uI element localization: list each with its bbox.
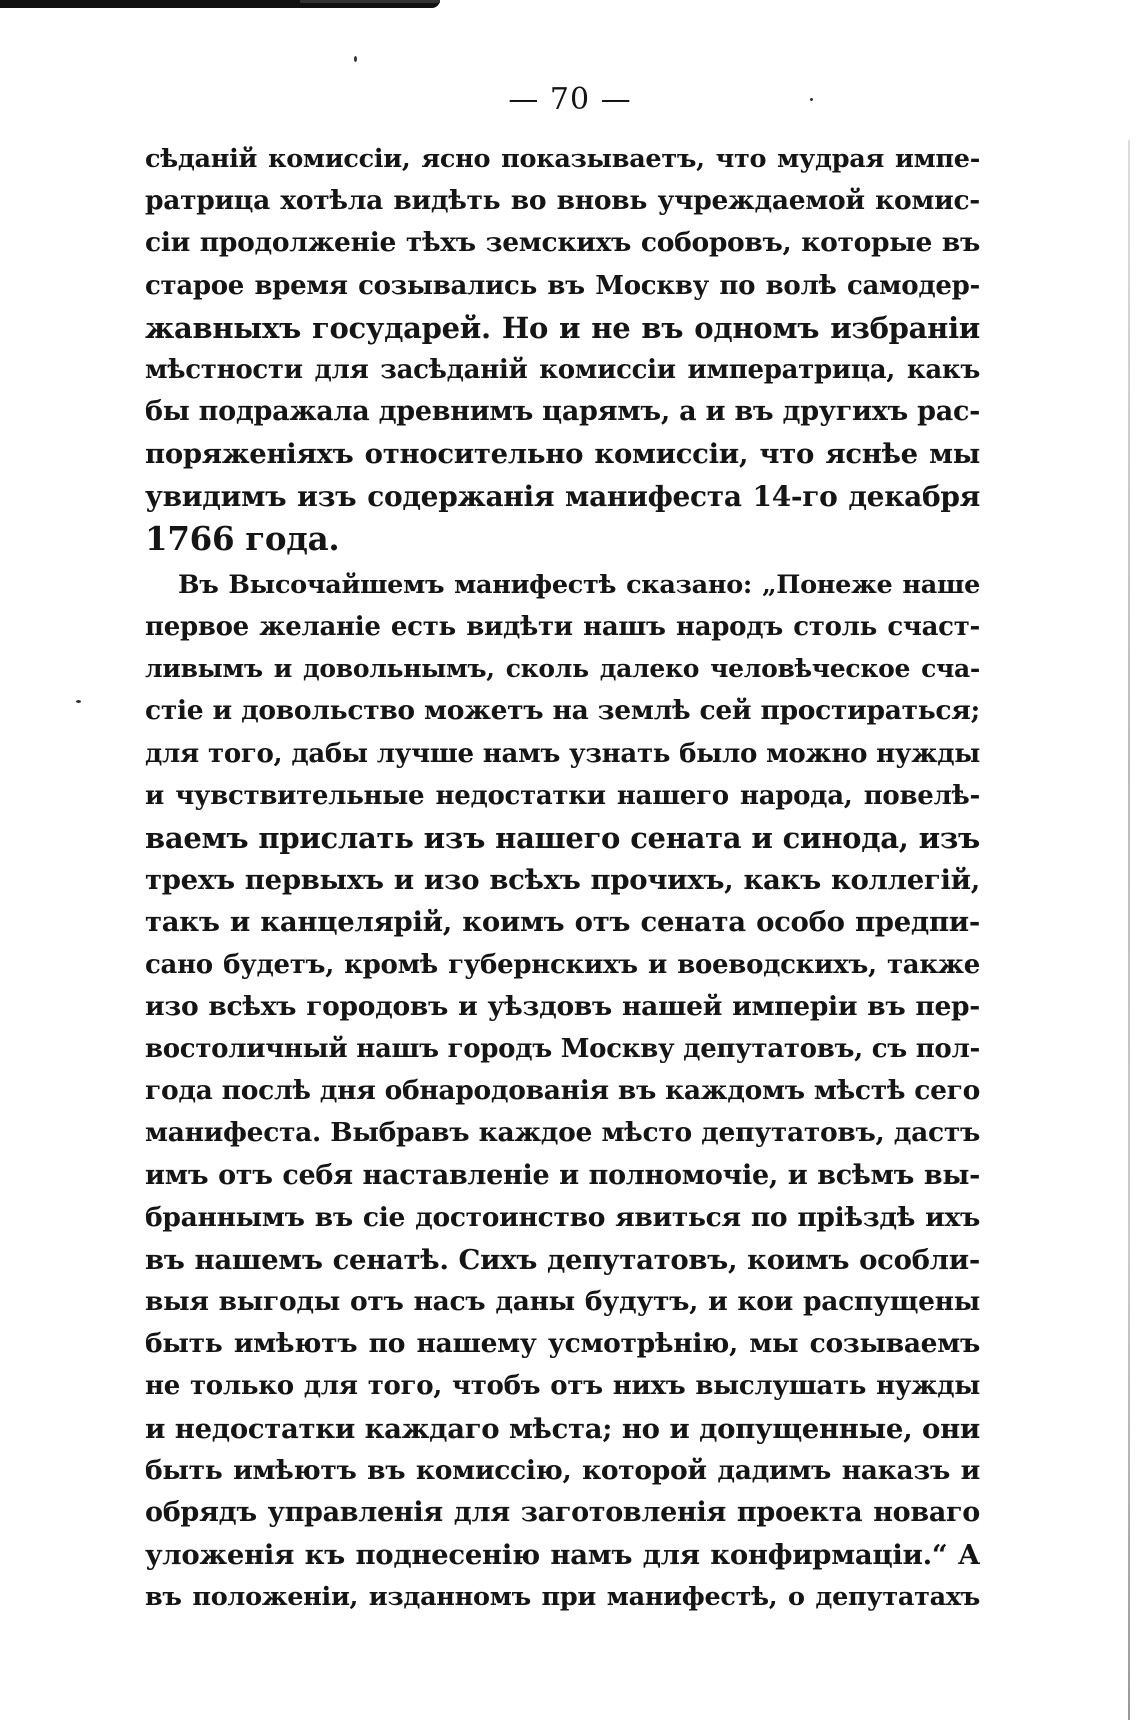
text-line: бы подражала древнимъ царямъ, а и въ другихъ рас- — [145, 396, 980, 428]
text-line: сѣданій комиссіи, ясно показываетъ, что мудрая импе- — [145, 144, 980, 174]
text-line: увидимъ изъ содержанія манифеста 14-го декабря — [145, 479, 980, 513]
text-line: первое желаніе есть видѣти нашъ народъ столь счаст- — [145, 612, 980, 643]
text-line: имъ отъ себя наставленіе и полномочіе, и всѣмъ вы- — [145, 1159, 980, 1191]
text-line: обрядъ управленія для заготовленія проекта новаго — [145, 1497, 980, 1528]
text-line: поряженіяхъ относительно комиссіи, что яснѣе мы — [145, 438, 980, 471]
text-line: стіе и довольство можетъ на землѣ сей простираться; — [145, 695, 980, 727]
text-line: манифеста. Выбравъ каждое мѣсто депутатовъ, дастъ — [145, 1117, 980, 1149]
text-line: старое время созывались въ Москву по волѣ самодер- — [145, 270, 980, 301]
text-line: быть имѣютъ по нашему усмотрѣнію, мы созываемъ — [145, 1328, 980, 1360]
text-line: года послѣ дня обнародованія въ каждомъ мѣстѣ сего — [145, 1075, 980, 1107]
text-line: быть имѣютъ въ комиссію, которой дадимъ наказъ и — [145, 1454, 980, 1486]
text-line: ливымъ и довольнымъ, сколь далеко человѣческое сча- — [145, 654, 980, 684]
scan-speck — [76, 700, 81, 703]
text-line: въ нашемъ сенатѣ. Сихъ депутатовъ, коимъ особли- — [145, 1243, 980, 1276]
text-line: и чувствительные недостатки нашего народа, повелѣ- — [145, 780, 980, 811]
text-line: 1766 года. — [145, 518, 340, 558]
text-line: браннымъ въ сіе достоинство явиться по пріѣздѣ ихъ — [145, 1201, 980, 1233]
text-line: въ положеніи, изданномъ при манифестѣ, о депутатахъ — [145, 1582, 980, 1613]
text-line: уложенія къ поднесенію намъ для конфирмаціи.“ А — [145, 1539, 980, 1572]
page-number: — 70 — — [508, 82, 632, 117]
text-line: сіи продолженіе тѣхъ земскихъ соборовъ, которые въ — [145, 227, 980, 259]
text-line: и недостатки каждаго мѣста; но и допущенные, они — [145, 1412, 980, 1445]
text-line: ратрица хотѣла видѣть во вновь учреждаемой комис- — [145, 185, 980, 217]
text-line: сано будетъ, кромѣ губернскихъ и воеводскихъ, также — [145, 949, 980, 980]
text-line: жавныхъ государей. Но и не въ одномъ избраніи — [145, 310, 980, 345]
text-line: выя выгоды отъ насъ даны будутъ, и кои распущены — [145, 1286, 980, 1318]
text-line: трехъ первыхъ и изо всѣхъ прочихъ, какъ коллегій, — [145, 864, 980, 897]
text-line: Въ Высочайшемъ манифестѣ сказано: „Понеже наше — [178, 569, 980, 600]
scan-speck — [354, 56, 357, 62]
right-page-edge — [1128, 140, 1130, 1720]
page-body — [145, 138, 980, 1619]
text-line: востоличный нашъ городъ Москву депутатовъ, съ пол- — [145, 1033, 980, 1064]
text-line: не только для того, чтобъ отъ нихъ выслушать нужды — [145, 1371, 980, 1402]
top-edge-scan-mark-tail — [300, 0, 440, 3]
text-line: изо всѣхъ городовъ и уѣздовъ нашей имперіи въ пер- — [145, 990, 980, 1022]
text-line: ваемъ прислать изъ нашего сената и синода, изъ — [145, 821, 980, 855]
paragraph-1 — [145, 138, 980, 560]
text-line: такъ и канцелярій, коимъ отъ сената особо предпи- — [145, 906, 980, 939]
text-line: для того, дабы лучше намъ узнать было можно нужды — [145, 738, 980, 769]
paragraph-2 — [145, 564, 980, 1619]
text-line: мѣстности для засѣданій комиссіи императрица, какъ — [145, 354, 980, 385]
